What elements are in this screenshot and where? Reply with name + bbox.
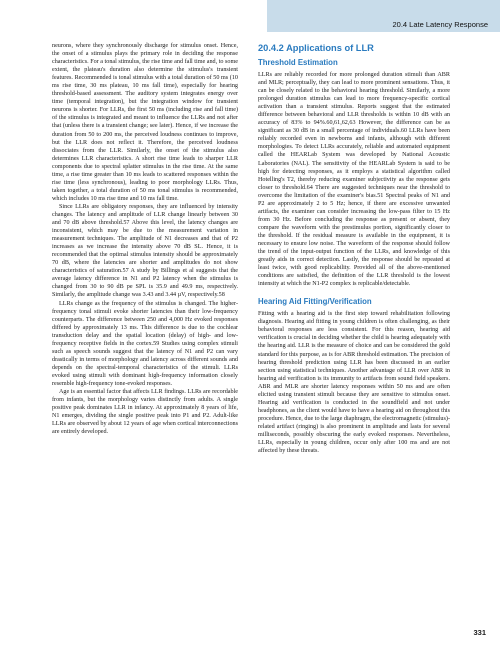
body-paragraph: neurons, where they synchronously discharge for stimulus onset. Hence, the onset of a stimulus plays the primary role in deciding the response characteristics. For a tonal stimulus, the rise time and fall time and, to some extent, the plateau's duration also determine the stimulus's transient features. Recommended is tonal stimulus with a total duration of 50 ms (10 ms rise time, 30 ms plateau, 10 ms fall time), especially for hearing threshold-based assessment. The auditory system integrates energy over time (temporal integration), but the integration window for transient neurons is shorter. For LLRs, the first 50 ms (including rise and fall time) of the stimulus is integrated and meant to influence the LLRs and not after that (unless there is a transient change; see later). Hence, if we increase the duration from 50 to 200 ms, the perceived loudness continues to improve, but the LLR does not reflect it. Therefore, the perceived loudness dissociates from the LLR. Similarly, the onset of the stimulus also determines LLR characteristics. A short rise time leads to sharper LLR components due to spectral splatter stimulus in the rise time. At the same time, a rise time greater than 10 ms leads to scattered responses within the rise time (less synchronous), leading to poor morphology LLRs. Thus, taken together, a total duration of 50 ms tonal stimulus is recommended, which includes 10 ms rise time and 10 ms fall time. xyxy=(52,43,238,202)
section-heading: 20.4.2 Applications of LLR xyxy=(258,43,374,53)
body-paragraph: Since LLRs are obligatory responses, they are influenced by intensity changes. The latency and amplitude of LLR change linearly between 30 and 70 dB above threshold.57 Above this level, the latency changes are inconsistent, which may be due to the measurement variation in measurement techniques. The amplitude of N1 decreases and that of P2 increases as we increase the intensity above 70 dB SL. Hence, it is recommended that the optimal stimulus intensity should be approximately 70 dB, where the latencies are shorter and amplitudes do not show characteristics of saturation.57 A study by Billings et al suggests that the average latency difference in N1 and P2 latency when the stimulus is changed from 30 to 90 dB pe SPL is 35.9 and 49.9 ms, respectively. Similarly, the amplitude change was 3.43 and 3.44 µV, respectively.58 xyxy=(52,203,238,299)
body-paragraph: Age is an essential factor that affects LLR findings. LLRs are recordable from infants, but the morphology varies distinctly from adults. A single positive peak dominates LLR in infancy. At approximately 8 years of life, N1 emerges, dividing the single positive peak into P1 and P2. Adult-like LLRs are observed by about 12 years of age when cortical interconnections are entirely developed. xyxy=(52,389,238,436)
left-column xyxy=(52,42,238,436)
running-head: 20.4 Late Latency Response xyxy=(392,20,488,29)
body-paragraph: Fitting with a hearing aid is the first step toward rehabilitation following diagnosis. Hearing aid fitting in young children is often challenging, as their behavioral responses are less consistent. For this reason, hearing aid verification is crucial in deciding whether the child is hearing adequately with the hearing aid. LLR is the measure of choice and can be considered the gold standard for this purpose, as is for ABR threshold estimation. The precision of hearing threshold prediction using LLR has been discussed in an earlier section using statistical techniques. Another advantage of LLR over ABR in hearing aid verification is its immunity to artifacts from sound field speakers. ABR and MLR are shorter latency responses within 50 ms and are often elicited using transient stimuli because they are sensitive to stimulus onset. Hearing aid verification is conducted in the soundfield and not under headphones, as the client would have to have a hearing aid on throughout this procedure. Hence, due to the large diaphragm, the electromagnetic (stimulus)-related artifact (ringing) is also prominent in amplitude and lasts for several milliseconds, possibly obscuring the early evoked responses. Nevertheless, LLRs, especially in young children, occur only after 100 ms and are not affected by these threats. xyxy=(258,311,450,455)
body-paragraph: LLRs change as the frequency of the stimulus is changed. The higher-frequency tonal stimuli evoke shorter latencies than their low-frequency counterparts. The difference between 250 and 4,000 Hz evoked responses differed by approximately 13 ms. This difference is due to the cochlear transduction delay and the spatial location (delay) of high- and low-frequency receptive fields in the cortex.59 Studies using complex stimuli such as speech sounds suggest that the latency of N1 and P2 can vary drastically in terms of morphology and latency across different sounds and depends on the spectral-temporal characteristics of the stimuli. LLRs evoked using stimuli with dominant high-frequency information closely resemble high-frequency tone-evoked responses. xyxy=(52,300,238,387)
subsection-heading-hearing-aid: Hearing Aid Fitting/Verification xyxy=(258,297,372,307)
body-paragraph: LLRs are reliably recorded for more prolonged duration stimuli than ABR and MLR; perceptually, they can lead to more prominent sensations. Thus, it can be closely related to the behavioral hearing threshold. Similarly, a more prolonged duration stimulus can lead to more frequency-specific cortical activation than a transient stimulus. Reports suggest that the estimated difference between behavioral and LLR thresholds is within 10 dB with an accuracy of 83% to 94%.60,61,62,63 However, the difference can be as significant as 30 dB in a small percentage of individuals.60 LLRs have been reliably recorded even in newborns and infants, although with different morphologies. To detect LLRs accurately, reliable and automated equipment called the HEARLab System was developed by National Acoustic Laboratories (NAL). The sensitivity of the HEARLab System is said to be high for detecting responses, as it employs a statistical algorithm called Hotelling's T2, thereby reducing examiner subjectivity as the response gets closer to threshold.64 There are suggested techniques near the threshold to overcome the limitation of the examiner's bias.51 Spectral peaks of N1 and P2 are approximately 2 to 5 Hz; hence, if there are excessive unwanted artifacts, the examiner can consider increasing the low-pass filter to 15 Hz from 30 Hz. Before concluding the response as present or absent, they compare the waveform with the prestimulus portion, significantly closer to the threshold. If the residual measure is available in the equipment, it is necessary to ensure low noise. The waveform of the response should follow the trend of the input-output function of the LLRs, and knowledge of this greatly aids in correct detection. Lastly, the response should be repeated at least twice, with good replicability. Provided all of the above-mentioned conditions are satisfied, the definition of the LLR threshold is the lowest intensity at which the N1-P2 complex is replicable/detectable. xyxy=(258,72,450,288)
right-column xyxy=(258,42,450,455)
subsection-heading-threshold: Threshold Estimation xyxy=(258,58,338,67)
page-number: 331 xyxy=(473,628,486,637)
